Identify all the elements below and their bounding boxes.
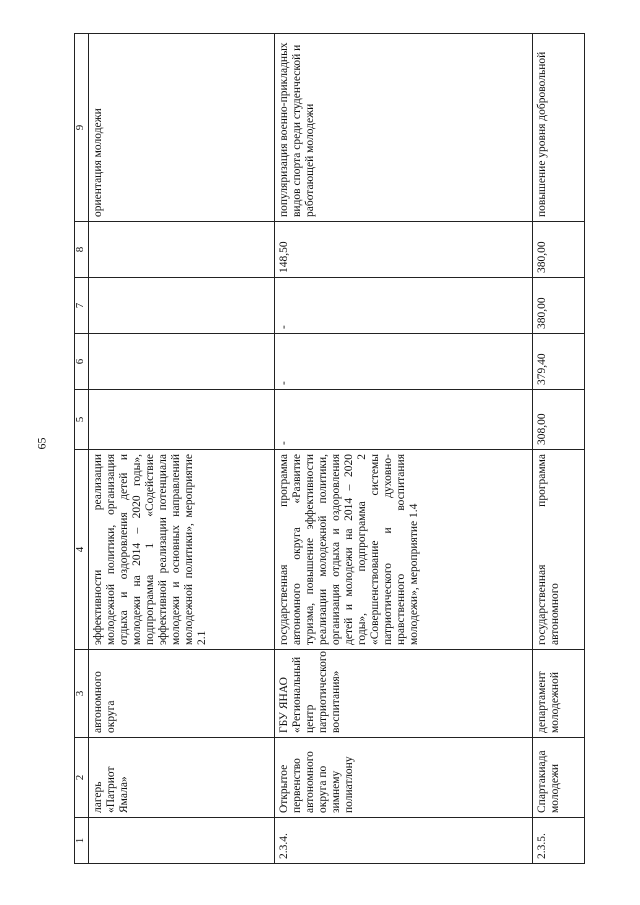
header-cell: 9 xyxy=(75,34,89,222)
row-id: 2.3.5. xyxy=(533,818,585,864)
value-col6: - xyxy=(275,334,533,390)
page-number: 65 xyxy=(34,437,49,450)
header-cell: 4 xyxy=(75,450,89,650)
value-col7 xyxy=(89,278,275,334)
header-cell: 6 xyxy=(75,334,89,390)
executor: ГБУ ЯНАО «Региональный центр патриотического воспитания» xyxy=(275,650,533,738)
header-cell: 8 xyxy=(75,222,89,278)
row-id xyxy=(89,818,275,864)
event-name: Спартакиада молодежи xyxy=(533,738,585,818)
value-col6 xyxy=(89,334,275,390)
program-reference: государственная программа автономного округа «Развитие туризма, повышение эффективности реализации молодежной политики, организация отдыха и оздоровления детей и молодежи на 2014 – 2020 годы», подпрограмма 2 «Совершенствование системы патриотического и духовно-нравственного воспитания молодежи», мероприятие 1.4 xyxy=(275,450,533,650)
header-cell: 2 xyxy=(75,738,89,818)
header-cell: 3 xyxy=(75,650,89,738)
expected-result: популяризация военно-прикладных видов спорта среди студенческой и работающей молодежи xyxy=(275,34,533,222)
value-col7: - xyxy=(275,278,533,334)
value-col8: 380,00 xyxy=(533,222,585,278)
event-name: лагерь «Патриот Ямала» xyxy=(89,738,275,818)
event-name: Открытое первенство автономного округа по зимнему полиатлону xyxy=(275,738,533,818)
header-cell: 7 xyxy=(75,278,89,334)
value-col5: 308,00 xyxy=(533,390,585,450)
value-col6: 379,40 xyxy=(533,334,585,390)
table-header-row xyxy=(75,34,89,864)
program-reference: эффективности реализации молодежной политики, организация отдыха и оздоровления детей и молодежи на 2014 – 2020 годы», подпрограмма 1 «Содействие эффективной реализации потенциала молодежи и основных направлений молодежной политики», мероприятие 2.1 xyxy=(89,450,275,650)
header-cell: 5 xyxy=(75,390,89,450)
value-col7: 380,00 xyxy=(533,278,585,334)
plan-table xyxy=(74,33,585,864)
executor: автономного округа xyxy=(89,650,275,738)
table-row xyxy=(533,34,585,864)
executor: департамент молодежной xyxy=(533,650,585,738)
value-col5 xyxy=(89,390,275,450)
table-row xyxy=(275,34,533,864)
program-reference: государственная программа автономного xyxy=(533,450,585,650)
table-row xyxy=(89,34,275,864)
value-col8 xyxy=(89,222,275,278)
header-cell: 1 xyxy=(75,818,89,864)
expected-result: ориентация молодежи xyxy=(89,34,275,222)
value-col8: 148,50 xyxy=(275,222,533,278)
row-id: 2.3.4. xyxy=(275,818,533,864)
value-col5: - xyxy=(275,390,533,450)
rotated-table-wrapper xyxy=(74,34,584,864)
expected-result: повышение уровня добровольной xyxy=(533,34,585,222)
